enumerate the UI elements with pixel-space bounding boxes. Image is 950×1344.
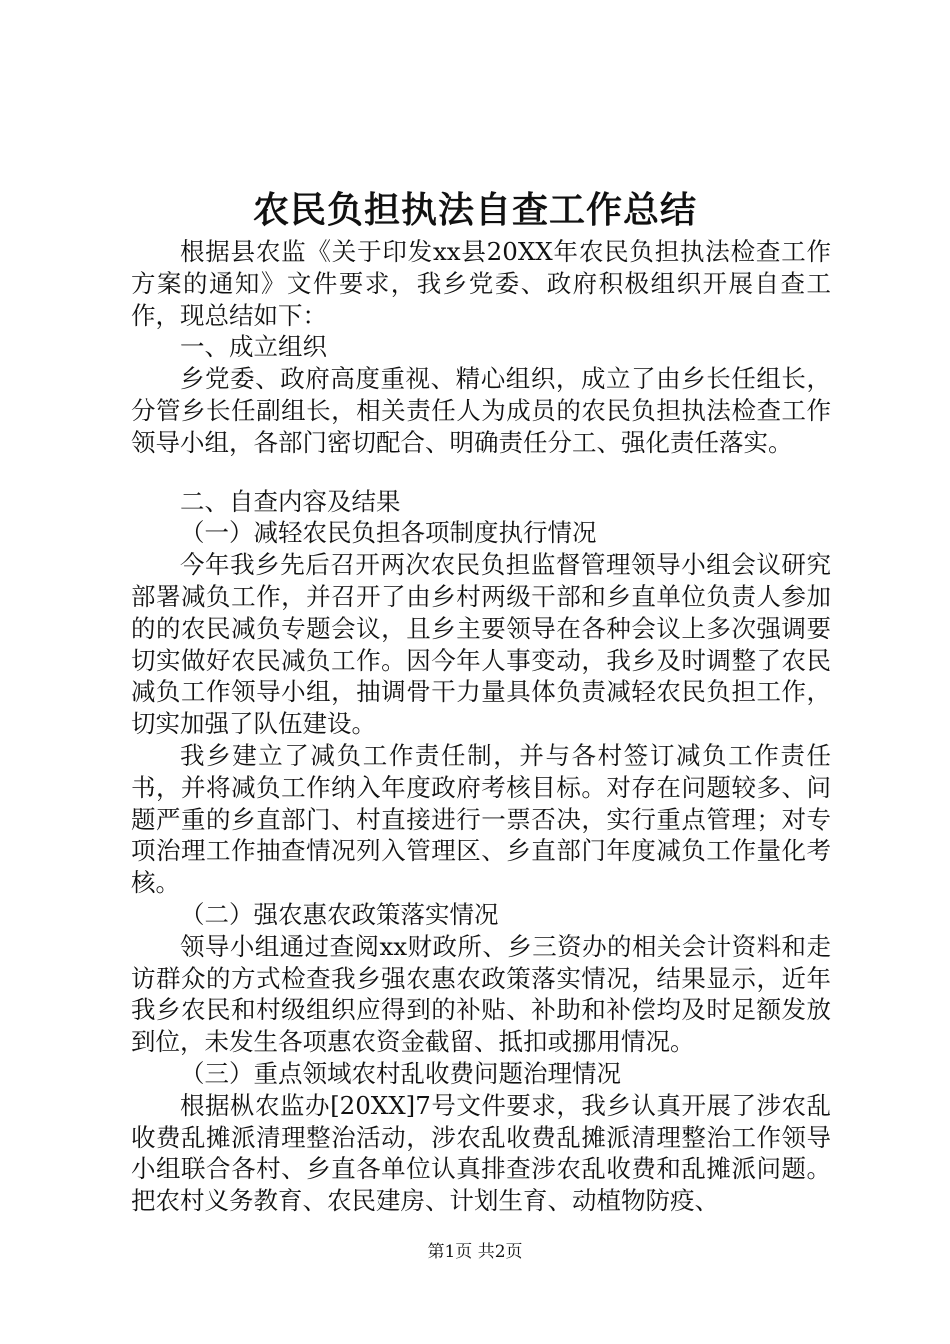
document-body (131, 236, 831, 1217)
section-heading-1: 一、成立组织 (180, 332, 327, 362)
paragraph-gap (131, 459, 831, 486)
subsection-3-paragraph: 根据枞农监办[20XX]7号文件要求，我乡认真开展了涉农乱收费乱摊派清理整治活动，涉农乱收费乱摊派清理整治工作领导小组联合各村、乡直各单位认真排查涉农乱收费和乱摊派问题。把农村义务教育、农民建房、计划生育、动植物防疫、 (131, 1090, 831, 1216)
subsection-heading-2: （二）强农惠农政策落实情况 (180, 899, 499, 929)
document-title: 农民负担执法自查工作总结 (252, 189, 697, 231)
subsection-1-paragraph-2: 我乡建立了减负工作责任制，并与各村签订减负工作责任书，并将减负工作纳入年度政府考核目标。对存在问题较多、问题严重的乡直部门、村直接进行一票否决，实行重点管理；对专项治理工作抽查情况列入管理区、乡直部门年度减负工作量化考核。 (131, 740, 831, 898)
subsection-heading-3: （三）重点领域农村乱收费问题治理情况 (180, 1058, 621, 1088)
section-heading-2: 二、自查内容及结果 (180, 486, 401, 516)
page-number-footer: 第1页 共2页 (427, 1242, 523, 1262)
subsection-heading-1: （一）减轻农民负担各项制度执行情况 (180, 518, 597, 548)
subsection-1-paragraph-1: 今年我乡先后召开两次农民负担监督管理领导小组会议研究部署减负工作，并召开了由乡村两级干部和乡直单位负责人参加的的农民减负专题会议，且乡主要领导在各种会议上多次强调要切实做好农民减负工作。因今年人事变动，我乡及时调整了农民减负工作领导小组，抽调骨干力量具体负责减轻农民负担工作，切实加强了队伍建设。 (131, 550, 831, 739)
section-1-paragraph: 乡党委、政府高度重视、精心组织，成立了由乡长任组长，分管乡长任副组长，相关责任人为成员的农民负担执法检查工作领导小组，各部门密切配合、明确责任分工、强化责任落实。 (131, 364, 831, 457)
intro-paragraph: 根据县农监《关于印发xx县20XX年农民负担执法检查工作方案的通知》文件要求，我乡党委、政府积极组织开展自查工作，现总结如下： (131, 237, 831, 330)
subsection-2-paragraph: 领导小组通过查阅xx财政所、乡三资办的相关会计资料和走访群众的方式检查我乡强农惠农政策落实情况，结果显示，近年我乡农民和村级组织应得到的补贴、补助和补偿均及时足额发放到位，未发生各项惠农资金截留、抵扣或挪用情况。 (131, 931, 831, 1057)
